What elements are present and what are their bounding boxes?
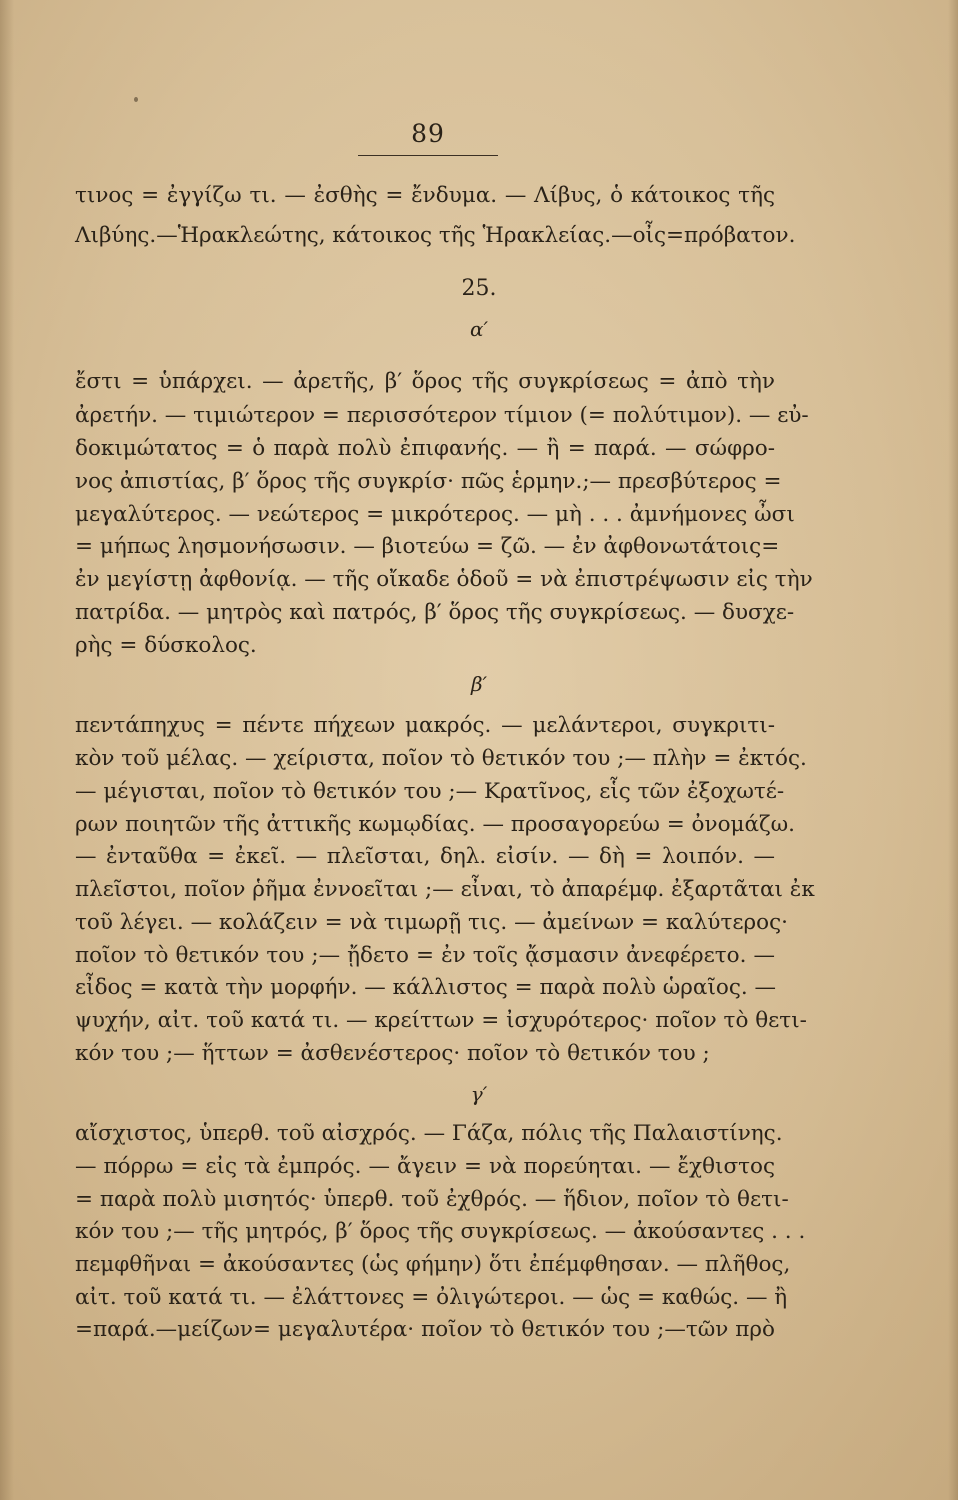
text-line: =παρά.—μείζων= μεγαλυτέρα· ποῖον τὸ θετικόν του ;—τῶν πρὸ xyxy=(75,1317,775,1342)
section-mark-alpha: α′ xyxy=(469,317,489,341)
text-line: ἔστι = ὑπάρχει. — ἀρετῆς, β′ ὅρος τῆς συγκρίσεως = ἀπὸ τὴν xyxy=(75,369,775,394)
text-line: ἀρετήν. — τιμιώτερον = περισσότερον τίμιον (= πολύτιμον). — εὐ- xyxy=(75,403,809,428)
section-mark-gamma: γ′ xyxy=(470,1082,488,1106)
page-number: 89 xyxy=(411,119,445,148)
text-line: νος ἀπιστίας, β′ ὅρος τῆς συγκρίσ· πῶς ἑρμην.;— πρεσβύτερος = xyxy=(75,469,782,494)
text-line: πατρίδα. — μητρὸς καὶ πατρός, β′ ὅρος τῆς συγκρίσεως. — δυσχε- xyxy=(75,600,795,625)
page-edge-shadow-right xyxy=(948,0,958,1500)
text-line: ποῖον τὸ θετικόν του ;— ᾔδετο = ἐν τοῖς ᾄσμασιν ἀνεφέρετο. — xyxy=(75,943,775,968)
text-line: — μέγισται, ποῖον τὸ θετικόν του ;— Κρατῖνος, εἷς τῶν ἐξοχωτέ- xyxy=(75,779,785,804)
text-line: ρων ποιητῶν τῆς ἀττικῆς κωμῳδίας. — προσαγορεύω = ὀνομάζω. xyxy=(75,812,796,837)
text-line: ἐν μεγίστῃ ἀφθονίᾳ. — τῆς οἴκαδε ὁδοῦ = νὰ ἐπιστρέψωσιν εἰς τὴν xyxy=(75,567,813,592)
paper-speck xyxy=(134,97,138,102)
page-edge-shadow-left xyxy=(0,0,14,1500)
text-line: αἰτ. τοῦ κατά τι. — ἐλάττονες = ὀλιγώτεροι. — ὡς = καθώς. — ἢ xyxy=(75,1285,788,1310)
section-mark-beta: β′ xyxy=(470,672,488,696)
text-line: κόν του ;— τῆς μητρός, β′ ὅρος τῆς συγκρίσεως. — ἀκούσαντες . . . xyxy=(75,1219,806,1244)
text-line: εἶδος = κατὰ τὴν μορφήν. — κάλλιστος = παρὰ πολὺ ὡραῖος. — xyxy=(75,975,777,1000)
text-line: τοῦ λέγει. — κολάζειν = νὰ τιμωρῇ τις. — ἀμείνων = καλύτερος· xyxy=(75,910,788,935)
text-line: κὸν τοῦ μέλας. — χείριστα, ποῖον τὸ θετικόν του ;— πλὴν = ἐκτός. xyxy=(75,746,807,771)
text-line: πεμφθῆναι = ἀκούσαντες (ὡς φήμην) ὅτι ἐπέμφθησαν. — πλῆθος, xyxy=(75,1252,791,1277)
text-line: Λιβύης.—Ἡρακλεώτης, κάτοικος τῆς Ἡρακλείας.—οἶς=πρόβατον. xyxy=(75,223,796,248)
text-line: ψυχήν, αἰτ. τοῦ κατά τι. — κρείττων = ἰσχυρότερος· ποῖον τὸ θετι- xyxy=(75,1008,807,1033)
exercise-number: 25. xyxy=(461,276,497,301)
text-line: δοκιμώτατος = ὁ παρὰ πολὺ ἐπιφανής. — ἢ = παρά. — σώφρο- xyxy=(75,436,775,461)
text-line: κόν του ;— ἥττων = ἀσθενέστερος· ποῖον τὸ θετικόν του ; xyxy=(75,1041,710,1066)
text-line: τινος = ἐγγίζω τι. — ἐσθὴς = ἔνδυμα. — Λίβυς, ὁ κάτοικος τῆς xyxy=(75,183,775,208)
text-line: = παρὰ πολὺ μισητός· ὑπερθ. τοῦ ἐχθρός. — ἥδιον, ποῖον τὸ θετι- xyxy=(75,1187,789,1212)
text-line: μεγαλύτερος. — νεώτερος = μικρότερος. — μὴ . . . ἀμνήμονες ὦσι xyxy=(75,502,795,527)
text-line: — πόρρω = εἰς τὰ ἐμπρός. — ἄγειν = νὰ πορεύηται. — ἔχθιστος xyxy=(75,1154,775,1179)
text-line: = μήπως λησμονήσωσιν. — βιοτεύω = ζῶ. — ἐν ἀφθονωτάτοις= xyxy=(75,534,780,559)
text-line: πεντάπηχυς = πέντε πήχεων μακρός. — μελάντεροι, συγκριτι- xyxy=(75,713,775,738)
text-line: ρὴς = δύσκολος. xyxy=(75,633,257,658)
text-line: — ἐνταῦθα = ἐκεῖ. — πλεῖσται, δηλ. εἰσίν. — δὴ = λοιπόν. — xyxy=(75,844,775,869)
page-number-rule xyxy=(358,155,498,156)
text-line: πλεῖστοι, ποῖον ῥῆμα ἐννοεῖται ;— εἶναι, τὸ ἀπαρέμφ. ἐξαρτᾶται ἐκ xyxy=(75,877,815,902)
text-line: αἴσχιστος, ὑπερθ. τοῦ αἰσχρός. — Γάζα, πόλις τῆς Παλαιστίνης. xyxy=(75,1121,783,1146)
